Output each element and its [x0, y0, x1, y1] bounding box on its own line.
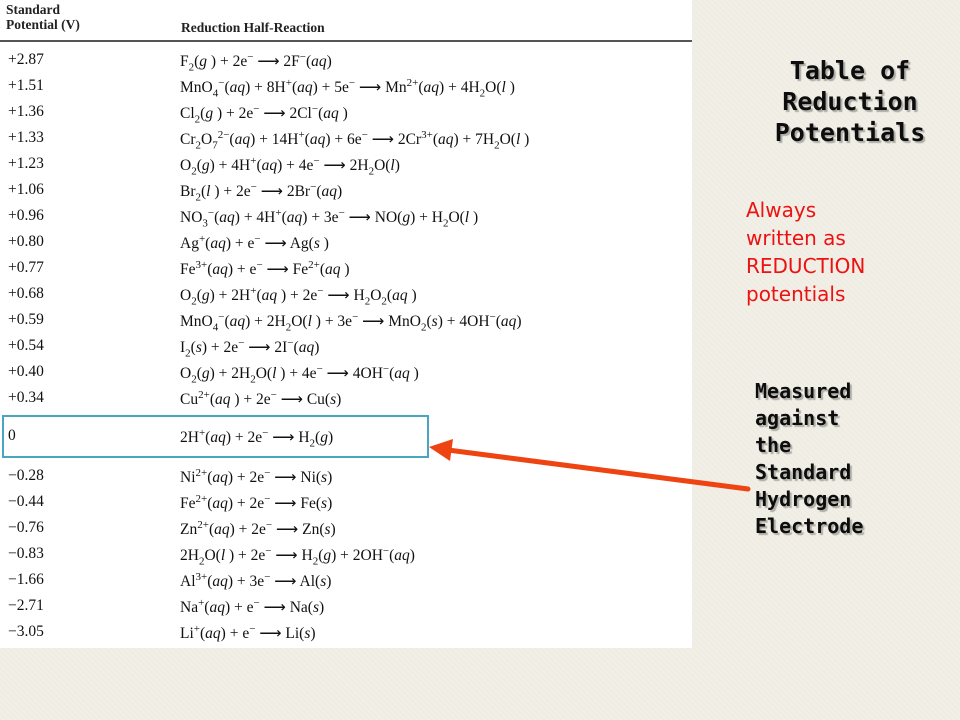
potential-cell: +0.77	[8, 259, 44, 276]
potential-cell: −1.66	[8, 571, 44, 588]
potential-cell: +1.51	[8, 77, 44, 94]
reaction-cell: $MnO_4^-(aq) + 2H_2O(l$ ) + 3e− ⟶ MnO$_2$(s) + 4OH−(aq)	[180, 311, 522, 334]
potential-cell: +2.87	[8, 51, 44, 68]
potential-cell: 0	[8, 427, 16, 444]
reaction-cell: $Fe^{3+}(aq) + e^-$ ⟶ $Fe^{2+}(aq$ )	[180, 259, 350, 279]
reaction-cell: $Br_2(l$ ) + 2e− ⟶ 2Br−(aq)	[180, 181, 343, 204]
reaction-cell: $Cr_2O_7^{2-}(aq) + 14H^+(aq) + 6e^-$ ⟶ $2Cr^{3+}(aq) + 7H_2O(l$ )	[180, 129, 530, 152]
note-line: Hydrogen	[755, 487, 852, 511]
reaction-cell: $Ni^{2+}(aq) + 2e^-$ ⟶ Ni(s)	[180, 467, 333, 487]
reaction-cell: $F_2(g$ ) + 2e− ⟶ 2F−(aq)	[180, 51, 332, 74]
potential-cell: +0.96	[8, 207, 44, 224]
reaction-cell: Na+(aq) + e− ⟶ Na(s)	[180, 597, 325, 617]
potential-cell: +0.68	[8, 285, 44, 302]
reaction-cell: $O_2(g) + 2H^+(aq$ ) + 2e− ⟶ $H_2O_2(aq$ )	[180, 285, 417, 308]
potential-cell: +0.40	[8, 363, 44, 380]
reaction-cell: $Al^{3+}(aq) + 3e^-$ ⟶ Al(s)	[180, 571, 332, 591]
potential-cell: +0.54	[8, 337, 44, 354]
arrow-shaft	[448, 450, 748, 489]
note-line: Measured	[755, 379, 852, 403]
arrow-head	[429, 439, 453, 461]
potential-cell: +1.36	[8, 103, 44, 120]
note-line: Electrode	[755, 514, 864, 538]
title-line: Potentials	[774, 118, 926, 147]
note-line: against	[755, 406, 840, 430]
potential-cell: −3.05	[8, 623, 44, 640]
note-line: REDUCTION	[746, 254, 866, 278]
potential-header-line1: Standard	[6, 2, 61, 17]
note-line: Standard	[755, 460, 852, 484]
reaction-cell: MnO$_4$−(aq) + 8H+(aq) + 5e− ⟶ $Mn^{2+}(aq) + 4H_2O(l$ )	[180, 77, 515, 100]
reaction-cell: $O_2(g) + 2H_2O(l$ ) + 4e− ⟶ 4OH−(aq )	[180, 363, 419, 386]
reaction-column-header: Reduction Half-Reaction	[181, 20, 325, 35]
reaction-cell: $Cl_2(g$ ) + 2e− ⟶ 2Cl−(aq )	[180, 103, 348, 126]
potential-cell: −2.71	[8, 597, 44, 614]
note-line: the	[755, 433, 792, 457]
potential-cell: +1.23	[8, 155, 44, 172]
note-line: written as	[746, 226, 846, 250]
title-line: Table of	[789, 56, 911, 85]
potential-cell: −0.76	[8, 519, 44, 536]
potential-cell: −0.83	[8, 545, 44, 562]
potential-header-line2: Potential (V)	[6, 17, 80, 32]
reaction-cell: $Zn^{2+}(aq) + 2e^-$ ⟶ Zn(s)	[180, 519, 336, 539]
title-line: Reduction	[782, 87, 918, 116]
reaction-cell: $2H_2O(l$ ) + 2e− ⟶ $H_2(g) + 2OH^-(aq)$	[180, 545, 415, 568]
note-line: Always	[746, 198, 817, 222]
potential-cell: +1.06	[8, 181, 44, 198]
potential-cell: +0.34	[8, 389, 44, 406]
reaction-cell: $I_2(s) + 2e^-$ ⟶ 2I−(aq)	[180, 337, 320, 360]
reaction-cell: $O_2(g) + 4H^+(aq) + 4e^-$ ⟶ $2H_2O(l)$	[180, 155, 400, 178]
potential-cell: +0.80	[8, 233, 44, 250]
reaction-cell: Ag+(aq) + e− ⟶ Ag(s )	[180, 233, 329, 253]
reaction-cell: $NO_3^-(aq) + 4H^+(aq) + 3e^-$ ⟶ $NO(g) + H_2O(l$ )	[180, 207, 479, 230]
potential-cell: −0.28	[8, 467, 44, 484]
reaction-cell: Li+(aq) + e− ⟶ Li(s)	[180, 623, 316, 643]
potential-cell: +0.59	[8, 311, 44, 328]
potential-cell: −0.44	[8, 493, 44, 510]
reaction-cell: $Cu^{2+}(aq$ ) + 2e− ⟶ Cu(s)	[180, 389, 342, 409]
note-line: potentials	[746, 282, 846, 306]
reaction-cell: 2H+(aq) + 2e− ⟶ $H_2(g)$	[180, 427, 334, 450]
potential-cell: +1.33	[8, 129, 44, 146]
reaction-cell: $Fe^{2+}(aq) + 2e^-$ ⟶ Fe(s)	[180, 493, 333, 513]
